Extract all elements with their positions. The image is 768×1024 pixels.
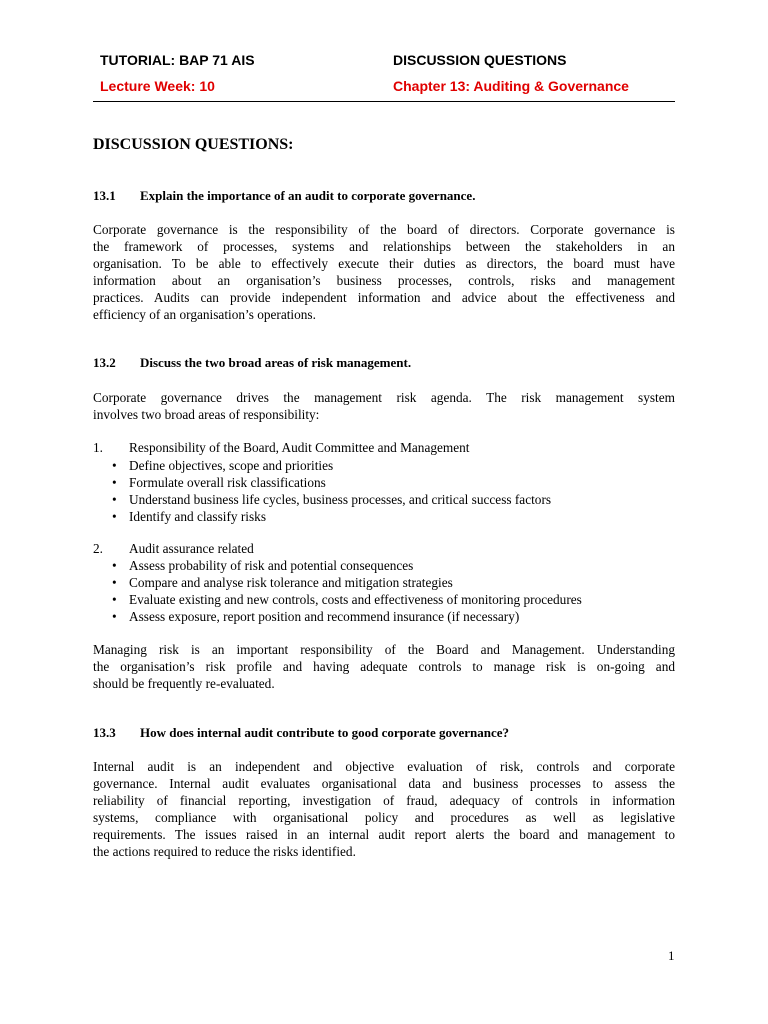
bullet-icon: • (112, 609, 117, 624)
list-item: • Define objectives, scope and priorities (112, 458, 334, 473)
answer-line: information about an organisation’s business processes, controls, risks and management (93, 273, 675, 288)
answer-line: governance. Internal audit evaluates organisational data and business processes to assess the (93, 776, 675, 791)
question-13-3-text: How does internal audit contribute to good corporate governance? (140, 725, 510, 740)
area-1-number: 1. (93, 440, 103, 455)
page-title: DISCUSSION QUESTIONS: (93, 136, 294, 153)
answer-line: Corporate governance drives the management risk agenda. The risk management system (93, 390, 675, 405)
answer-line: the actions required to reduce the risks identified. (93, 844, 356, 859)
answer-line: the organisation’s risk profile and having adequate controls to manage risk is on-going and (93, 659, 675, 674)
bullet-icon: • (112, 575, 117, 590)
list-item: • Understand business life cycles, business processes, and critical success factors (112, 492, 552, 507)
answer-line: Managing risk is an important responsibility of the Board and Management. Understanding (93, 642, 675, 657)
answer-line: reliability of financial reporting, investigation of fraud, adequacy of controls in information (93, 793, 675, 808)
list-item: • Assess exposure, report position and recommend insurance (if necessary) (112, 609, 520, 624)
answer-line: Corporate governance is the responsibility of the board of directors. Corporate governance is (93, 222, 675, 237)
question-13-2-number: 13.2 (93, 355, 116, 370)
list-item: • Evaluate existing and new controls, costs and effectiveness of monitoring procedures (112, 592, 582, 607)
answer-line: should be frequently re-evaluated. (93, 676, 275, 691)
bullet-icon: • (112, 558, 117, 573)
header-tutorial: TUTORIAL: BAP 71 AIS (100, 52, 255, 68)
answer-line: systems, compliance with organisational policy and procedures as well as legislative (93, 810, 675, 825)
answer-line: the framework of processes, systems and relationships between the stakeholders in an (93, 239, 675, 254)
answer-line: involves two broad areas of responsibility: (93, 407, 320, 422)
area-2-label: Audit assurance related (129, 541, 254, 556)
answer-13-2-closing (93, 641, 675, 692)
answer-13-1 (93, 221, 675, 323)
question-13-2-text: Discuss the two broad areas of risk management. (140, 355, 412, 370)
question-13-1-number: 13.1 (93, 188, 116, 203)
answer-line: efficiency of an organisation’s operations. (93, 307, 316, 322)
bullet-icon: • (112, 475, 117, 490)
area-1-label: Responsibility of the Board, Audit Committee and Management (129, 440, 470, 455)
header-discussion: DISCUSSION QUESTIONS (393, 52, 567, 68)
list-item: • Assess probability of risk and potential consequences (112, 558, 414, 573)
answer-line: Internal audit is an independent and objective evaluation of risk, controls and corporate (93, 759, 675, 774)
bullet-icon: • (112, 592, 117, 607)
bullet-icon: • (112, 509, 117, 524)
answer-13-2-intro (93, 389, 675, 423)
page-number: 1 (668, 948, 675, 963)
area-2-bullets (0, 557, 582, 625)
bullet-icon: • (112, 458, 117, 473)
list-item: • Formulate overall risk classifications (112, 475, 326, 490)
area-1-bullets (0, 457, 551, 525)
header-lecture-week: Lecture Week: 10 (100, 78, 215, 94)
list-item: • Identify and classify risks (112, 509, 267, 524)
header-chapter: Chapter 13: Auditing & Governance (393, 78, 629, 94)
list-item: • Compare and analyse risk tolerance and mitigation strategies (112, 575, 453, 590)
question-13-3-number: 13.3 (93, 725, 116, 740)
answer-line: requirements. The issues raised in an internal audit report alerts the board and management to (93, 827, 675, 842)
header-divider (93, 101, 675, 102)
area-2-number: 2. (93, 541, 103, 556)
answer-line: organisation. To be able to effectively execute their duties as directors, the board must have (93, 256, 675, 271)
bullet-icon: • (112, 492, 117, 507)
answer-13-3 (93, 758, 675, 860)
answer-line: practices. Audits can provide independent information and advice about the effectiveness and (93, 290, 675, 305)
question-13-1-text: Explain the importance of an audit to corporate governance. (140, 188, 476, 203)
